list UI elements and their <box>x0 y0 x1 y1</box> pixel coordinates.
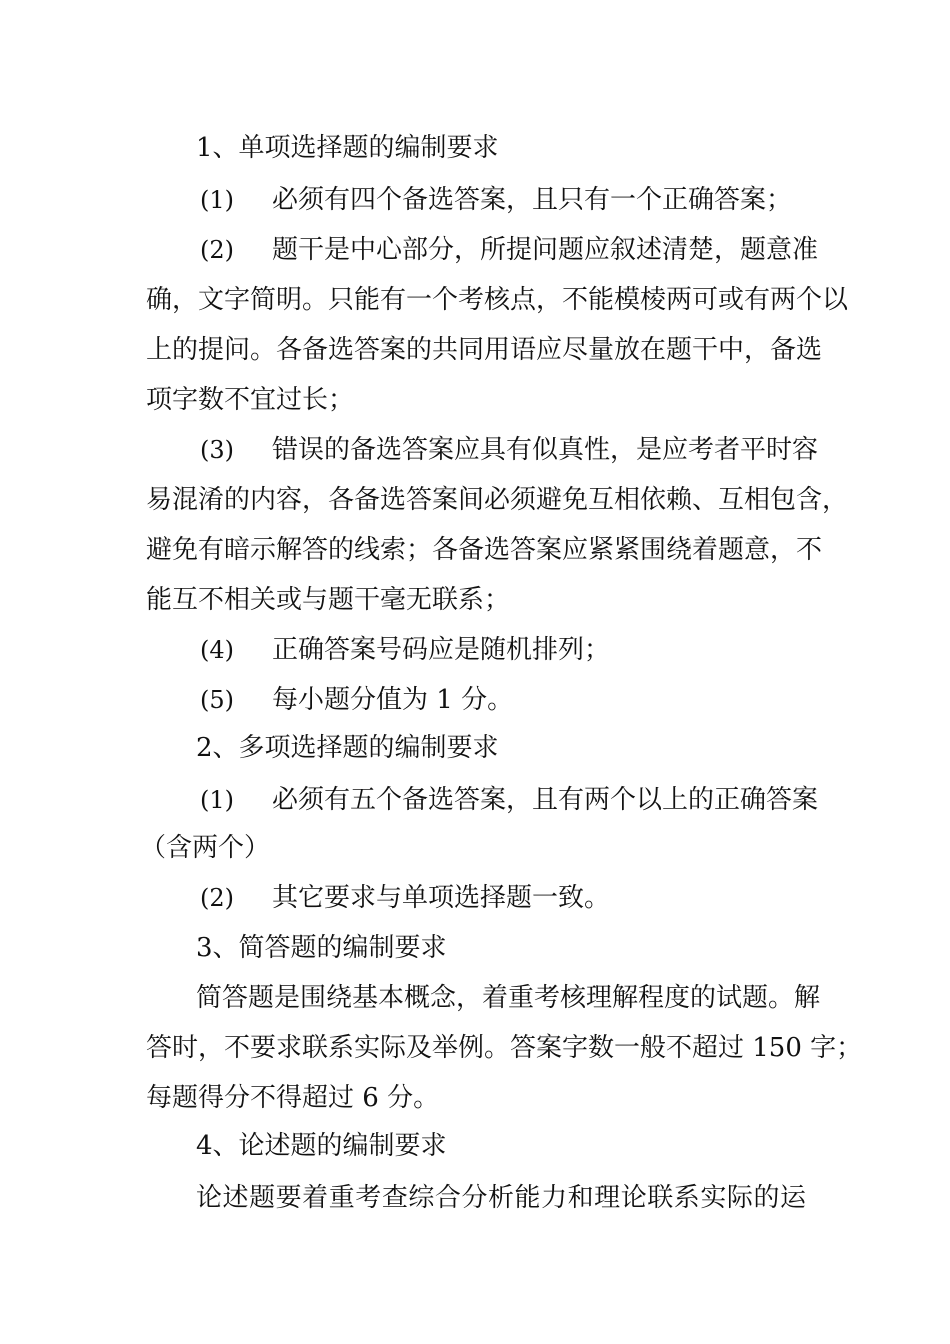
item-text: 错误的备选答案应具有似真性，是应考者平时容 <box>272 435 819 465</box>
section-1-heading: 1、单项选择题的编制要求 <box>196 133 499 163</box>
section-3-heading: 3、简答题的编制要求 <box>196 933 447 963</box>
item-number: (1) <box>200 786 234 814</box>
section-2-heading: 2、多项选择题的编制要求 <box>196 733 499 763</box>
paragraph-line: 每题得分不得超过 6 分。 <box>146 1083 440 1113</box>
item-text: 其它要求与单项选择题一致。 <box>272 883 611 913</box>
paragraph-line: 简答题是围绕基本概念，着重考核理解程度的试题。解 <box>196 983 821 1013</box>
item-number: (3) <box>200 436 234 464</box>
item-text: 避免有暗示解答的线索；各备选答案应紧紧围绕着题意，不 <box>146 535 823 565</box>
item-text: （含两个） <box>140 833 271 863</box>
item-text: 确，文字简明。只能有一个考核点，不能模棱两可或有两个以 <box>146 285 849 315</box>
item-number: (4) <box>200 636 234 664</box>
item-number: (2) <box>200 236 234 264</box>
item-text: 必须有五个备选答案，且有两个以上的正确答案 <box>272 785 819 815</box>
item-text: 易混淆的内容，各备选答案间必须避免互相依赖、互相包含， <box>146 485 849 515</box>
section-4-heading: 4、论述题的编制要求 <box>196 1131 447 1161</box>
item-text: 必须有四个备选答案，且只有一个正确答案； <box>272 185 793 215</box>
item-text: 题干是中心部分，所提问题应叙述清楚，题意准 <box>272 235 819 265</box>
item-text: 能互不相关或与题干毫无联系； <box>146 585 511 615</box>
item-text: 上的提问。各备选答案的共同用语应尽量放在题干中，备选 <box>146 335 823 365</box>
paragraph-line: 论述题要着重考查综合分析能力和理论联系实际的运 <box>196 1183 806 1213</box>
item-text: 项字数不宜过长； <box>146 385 355 415</box>
item-number: (5) <box>200 686 234 714</box>
item-number: (1) <box>200 186 234 214</box>
item-text: 每小题分值为 1 分。 <box>272 685 514 715</box>
paragraph-line: 答时，不要求联系实际及举例。答案字数一般不超过 150 字； <box>146 1033 863 1063</box>
item-number: (2) <box>200 884 234 912</box>
item-text: 正确答案号码应是随机排列； <box>272 635 611 665</box>
